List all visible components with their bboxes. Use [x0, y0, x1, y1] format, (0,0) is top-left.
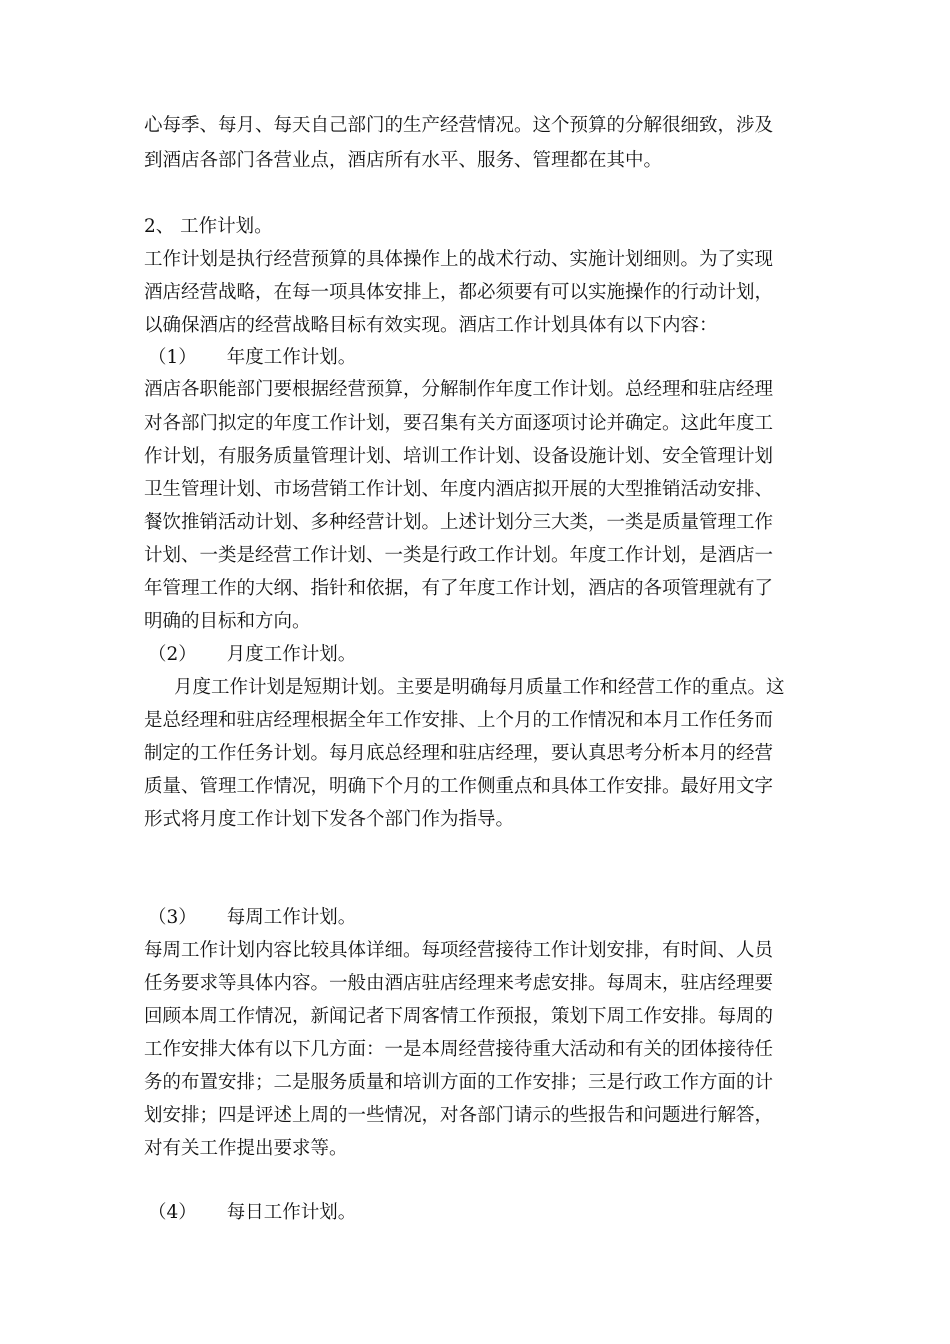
item-2-line-4: 质量、管理工作情况，明确下个月的工作侧重点和具体工作安排。最好用文字 [144, 776, 774, 797]
item-3-line-2: 任务要求等具体内容。一般由酒店驻店经理来考虑安排。每周末，驻店经理要 [144, 973, 774, 994]
item-1-line-8: 明确的目标和方向。 [144, 611, 311, 632]
item-1-title: 年度工作计划。 [226, 347, 357, 368]
item-3-heading [148, 906, 356, 930]
item-3-number: （3） [148, 907, 197, 928]
item-3-line-6: 划安排；四是评述上周的一些情况，对各部门请示的些报告和问题进行解答， [144, 1105, 774, 1126]
item-2-line-5: 形式将月度工作计划下发各个部门作为指导。 [144, 809, 515, 830]
item-1-line-4: 卫生管理计划、市场营销工作计划、年度内酒店拟开展的大型推销活动安排、 [144, 479, 774, 500]
item-2-heading [148, 643, 356, 667]
section-2-heading: 2、 工作计划。 [144, 216, 273, 237]
intro-line-2: 到酒店各部门各营业点，酒店所有水平、服务、管理都在其中。 [144, 150, 663, 171]
section-2-line-2: 酒店经营战略，在每一项具体安排上，都必须要有可以实施操作的行动计划， [144, 282, 774, 303]
intro-line-1: 心每季、每月、每天自己部门的生产经营情况。这个预算的分解很细致，涉及 [144, 115, 774, 136]
item-1-line-7: 年管理工作的大纲、指针和依据，有了年度工作计划，酒店的各项管理就有了 [144, 578, 774, 599]
item-1-heading [148, 346, 356, 370]
item-2-line-2: 是总经理和驻店经理根据全年工作安排、上个月的工作情况和本月工作任务而 [144, 710, 774, 731]
item-1-line-2: 对各部门拟定的年度工作计划，要召集有关方面逐项讨论并确定。这此年度工 [144, 413, 774, 434]
item-4-title: 每日工作计划。 [226, 1202, 357, 1223]
item-3-line-1: 每周工作计划内容比较具体详细。每项经营接待工作计划安排，有时间、人员 [144, 940, 774, 961]
item-1-line-1: 酒店各职能部门要根据经营预算，分解制作年度工作计划。总经理和驻店经理 [144, 379, 774, 400]
item-4-heading [148, 1201, 356, 1225]
item-4-number: （4） [148, 1202, 197, 1223]
item-3-title: 每周工作计划。 [226, 907, 357, 928]
section-2-line-1: 工作计划是执行经营预算的具体操作上的战术行动、实施计划细则。为了实现 [144, 249, 774, 270]
item-2-line-1: 月度工作计划是短期计划。主要是明确每月质量工作和经营工作的重点。这 [174, 677, 785, 698]
item-3-line-5: 务的布置安排；二是服务质量和培训方面的工作安排；三是行政工作方面的计 [144, 1072, 774, 1093]
item-1-line-5: 餐饮推销活动计划、多种经营计划。上述计划分三大类，一类是质量管理工作 [144, 512, 774, 533]
item-2-line-3: 制定的工作任务计划。每月底总经理和驻店经理，要认真思考分析本月的经营 [144, 743, 774, 764]
item-1-number: （1） [148, 347, 197, 368]
section-2-line-3: 以确保酒店的经营战略目标有效实现。酒店工作计划具体有以下内容： [144, 315, 718, 336]
item-2-number: （2） [148, 644, 197, 665]
item-1-line-6: 计划、一类是经营工作计划、一类是行政工作计划。年度工作计划，是酒店一 [144, 545, 774, 566]
item-3-line-3: 回顾本周工作情况，新闻记者下周客情工作预报，策划下周工作安排。每周的 [144, 1006, 774, 1027]
item-3-line-4: 工作安排大体有以下几方面：一是本周经营接待重大活动和有关的团体接待任 [144, 1039, 774, 1060]
item-1-line-3: 作计划，有服务质量管理计划、培训工作计划、设备设施计划、安全管理计划 [144, 446, 774, 467]
item-3-line-7: 对有关工作提出要求等。 [144, 1138, 348, 1159]
item-2-title: 月度工作计划。 [226, 644, 357, 665]
